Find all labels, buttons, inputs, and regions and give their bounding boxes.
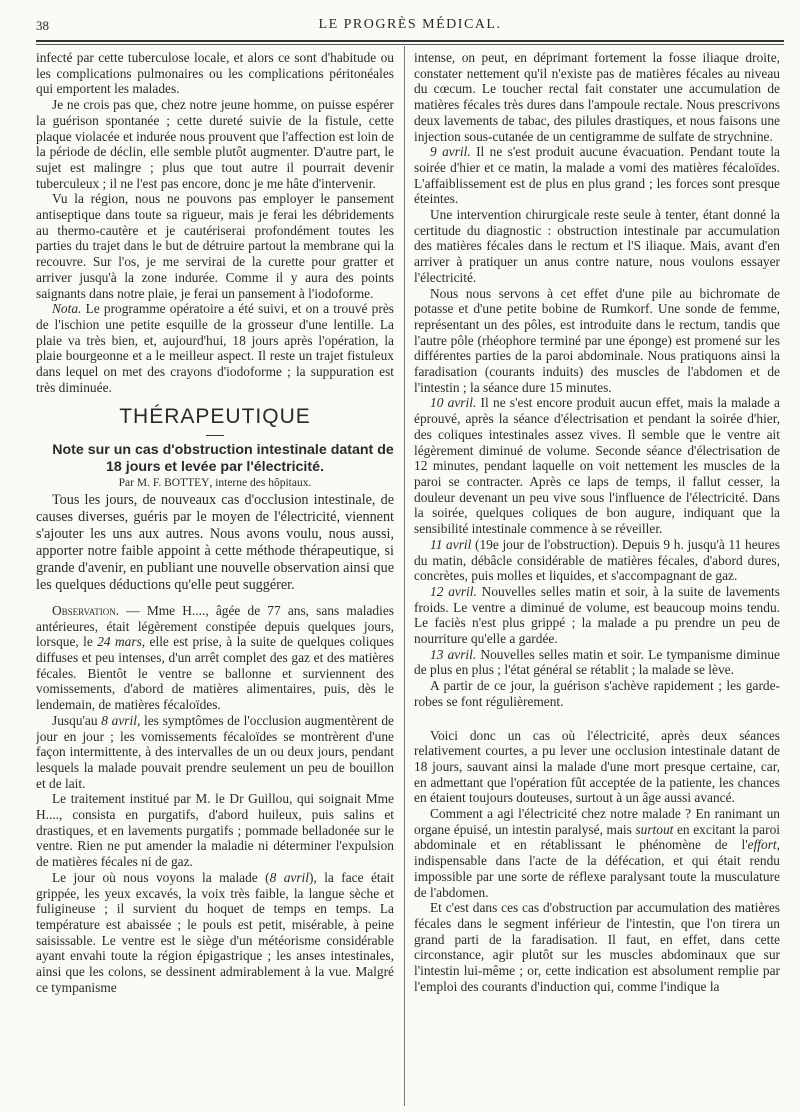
date: 24 mars <box>97 634 142 650</box>
date: 13 avril. <box>430 646 477 662</box>
nota-text: Le programme opératoire a été suivi, et on a trouvé près de l'ischion une petite esquille de la grosseur d'une lentille. La plaie va très bien, et, aujourd'hui, 18 jours après l'opération, la plaie bourgeonne et a le meilleur aspect. Il reste un trajet fistuleux dans lequel on met des crayons d'iodoforme ; la suppuration est très diminuée. <box>36 301 394 395</box>
observation-paragraph: Observation. — Mme H...., âgée de 77 ans, sans maladies antérieures, était légèrement constipée depuis quelques jours, lorsque, le 24 mars, elle est prise, à la suite de quelques coliques diffuses et peu intenses, d'un arrêt complet des gaz et des matières fécales. Bientôt le ventre se ballonne et surviennent des vomissements, d'abord de matières alimentaires, puis, dès le lendemain, de matières fécaloïdes. <box>36 602 394 713</box>
byline: Par M. F. BOTTEY, interne des hôpitaux. <box>118 477 312 490</box>
page-header <box>36 16 784 38</box>
paragraph: Je ne crois pas que, chez notre jeune homme, on puisse espérer la guérison spontanée ; cette dureté suivie de la fistule, cette plaque violacée et indurée nous prouvent que l'affection est loin de la période de déclin, elle semble plutôt augmenter. D'autre part, le sujet est malingre ; plus que tout autre il pourrait devenir tuberculeux ; il ne l'est pas encore, donc je me hâte d'intervenir. <box>36 97 394 191</box>
page-number: 38 <box>36 18 49 33</box>
paragraph <box>36 301 394 395</box>
emphasis: effort <box>747 837 777 853</box>
paragraph: A partir de ce jour, la guérison s'achève rapidement ; les garde-robes se font régulièrement. <box>414 678 780 709</box>
paragraph: 9 avril. Il ne s'est produit aucune évacuation. Pendant toute la soirée d'hier et ce matin, la malade a vomi des matières fécaloïdes. L'affaiblissement est de plus en plus grand ; les forces sont presque éteintes. <box>414 144 780 207</box>
paragraph: 11 avril (19e jour de l'obstruction). Depuis 9 h. jusqu'à 11 heures du matin, débâcle considérable de matières fécales, d'abord dures, concrètes, puis molles et liquides, et s'accompagnant de gaz. <box>414 536 780 584</box>
paragraph: 13 avril. Nouvelles selles matin et soir. Le tympanisme diminue de plus en plus ; l'état général se rétablit ; la malade se lève. <box>414 646 780 678</box>
date: 12 avril. <box>430 583 477 599</box>
date: 10 avril. <box>430 395 477 411</box>
header-rule <box>36 40 784 45</box>
date: 8 avril <box>269 869 309 885</box>
date: 9 avril. <box>430 144 471 160</box>
right-column <box>414 50 780 1105</box>
date: 8 avril <box>101 712 137 728</box>
date: 11 avril <box>430 536 472 552</box>
article-title: Note sur un cas d'obstruction intestinale datant de 18 jours et levée par l'électricité. <box>52 442 394 476</box>
paragraph: 10 avril. Il ne s'est encore produit aucun effet, mais la malade a éprouvé, après la séance d'électrisation et pendant la soirée d'hier, des coliques intestinales assez vives. Il semble que le ventre ait légèrement diminué de volume. Seconde séance d'électrisation de 12 minutes, pendant laquelle on voit nettement les muscles de la paroi se contracter. Après ce laps de temps, il fallut cesser, la douleur devenant un peu vive sous l'influence de l'électricité. Dans la soirée, quelques coliques de bon augure, indiquant que la sensibilité intestinale commence à se réveiller. <box>414 395 780 537</box>
paragraph: Le traitement institué par M. le Dr Guillou, qui soignait Mme H...., consista en purgatifs, d'abord huileux, puis salins et drastiques, et en lavements purgatifs ; pommade belladonée sur le ventre. Rien ne put amender la maladie ni déterminer l'expulsion de matières fécales ni de gaz. <box>36 791 394 870</box>
paragraph: Et c'est dans ces cas d'obstruction par accumulation des matières fécales dans le segment inférieur de l'intestin, que l'on tirera un grand parti de la faradisation. Il faut, en effet, dans cette circonstance, agir plutôt sur les muscles abdominaux que sur l'intestin lui-même ; or, cette indication est absolument remplie par l'emploi des courants d'induction qui, comme l'indique la <box>414 900 780 994</box>
left-column <box>36 50 394 1105</box>
paragraph: Vu la région, nous ne pouvons pas employer le pansement antiseptique dans toute sa rigueur, mais je ferai les débridements au thermo-cautère et je cautériserai profondément toutes les parties du trajet dans le but de détruire partout la membrane qui la recouvre. Sur l'os, je me servirai de la curette pour gratter et arriver jusqu'à la zone indurée. Comme il y aura des points saignants dans notre plaie, je ferai un pansement à l'iodoforme. <box>36 191 394 301</box>
paragraph: Une intervention chirurgicale reste seule à tenter, étant donné la certitude du diagnostic : obstruction intestinale par accumulation des matières fécales dans le rectum et l'S iliaque. Mais, avant d'en arriver à pratiquer un anus contre nature, nous voulons essayer l'électricité. <box>414 207 780 285</box>
paragraph: Le jour où nous voyons la malade (8 avril), la face était grippée, les yeux excavés, la voix très faible, la langue sèche et fuligineuse ; il survient du hoquet de temps en temps. La température est abaissée ; le pouls est petit, misérable, à peine saisissable. Le ventre est le siège d'un météorisme considérable ayant envahi toute la région épigastrique ; les anses intestinales, ainsi que les colons, se dessinent admirablement à la vue. Malgré ce tympanisme <box>36 869 394 995</box>
paragraph: Jusqu'au 8 avril, les symptômes de l'occlusion augmentèrent de jour en jour ; les vomissements fécaloïdes se montrèrent d'une façon intermittente, à des intervalles de un ou deux jours, pendant lesquels la malade pouvait prendre seulement un peu de bouillon et de lait. <box>36 712 394 791</box>
emphasis: surtout <box>635 821 674 837</box>
observation-label: Observation. <box>52 602 120 618</box>
paragraph: intense, on peut, en déprimant fortement la fosse iliaque droite, constater nettement qu'il n'existe pas de matières fécales au niveau du cœcum. Le toucher rectal fait constater une accumulation de matières fécales très dures dans l'ampoule rectale. Nous prescrivons deux lavements de tabac, des pilules drastiques, et nous faisons une injection sous-cutanée de un centigramme de sulfate de strychnine. <box>414 50 780 144</box>
nota-label: Nota. <box>52 301 82 317</box>
paragraph: infecté par cette tuberculose locale, et alors ce sont d'habitude ou les complications pulmonaires ou les complications péritonéales qui emportent les malades. <box>36 50 394 97</box>
paragraph: 12 avril. Nouvelles selles matin et soir, à la suite de lavements froids. Le ventre a diminué de volume, est beaucoup moins tendu. Le faciès n'est plus grippé ; la malade a pu prendre un peu de nourriture qu'elle a gardée. <box>414 583 780 647</box>
section-title: THÉRAPEUTIQUE <box>119 405 311 429</box>
paragraph: Comment a agi l'électricité chez notre malade ? En ranimant un organe épuisé, un intestin paralysé, mais surtout en excitant la paroi abdominale et en rétablissant le phénomène de l'effort, indispensable dans l'acte de la défécation, et qui était rendu impossible par une sorte de réflexe paralysant toute la musculature de l'abdomen. <box>414 806 780 900</box>
running-title: LE PROGRÈS MÉDICAL. <box>318 17 502 32</box>
paragraph: Voici donc un cas où l'électricité, après deux séances relativement courtes, a pu lever une occlusion intestinale datant de 18 jours, sauvant ainsi la malade d'une mort presque certaine, car, en admettant que l'opération fût acceptée de la patiente, les chances en étaient toujours douteuses, surtout à un âge aussi avancé. <box>414 727 780 806</box>
column-divider <box>404 46 405 1106</box>
author-name: M. F. BOTTEY <box>136 477 210 490</box>
title-divider <box>36 429 394 436</box>
intro-paragraph: Tous les jours, de nouveaux cas d'occlusion intestinale, de causes diverses, guéris par le moyen de l'électricité, viennent s'ajouter les uns aux autres. Nous avons voulu, nous aussi, apporter notre faible appoint à cette méthode thérapeutique, si grande d'avenir, en publiant une nouvelle observation ainsi que les quelques déductions qu'elle peut suggérer. <box>36 491 394 593</box>
paragraph: Nous nous servons à cet effet d'une pile au bichromate de potasse et d'une petite bobine de Rumkorf. Une sonde de femme, représentant un des pôles, est introduite dans le rectum, tandis que l'autre pôle (rhéophore terminé par une éponge) est promené sur les différentes parties de la paroi abdominale. Nous pratiquons ainsi la faradisation (courants induits) des muscles de l'abdomen et de l'intestin ; la séance dure 15 minutes. <box>414 285 780 395</box>
